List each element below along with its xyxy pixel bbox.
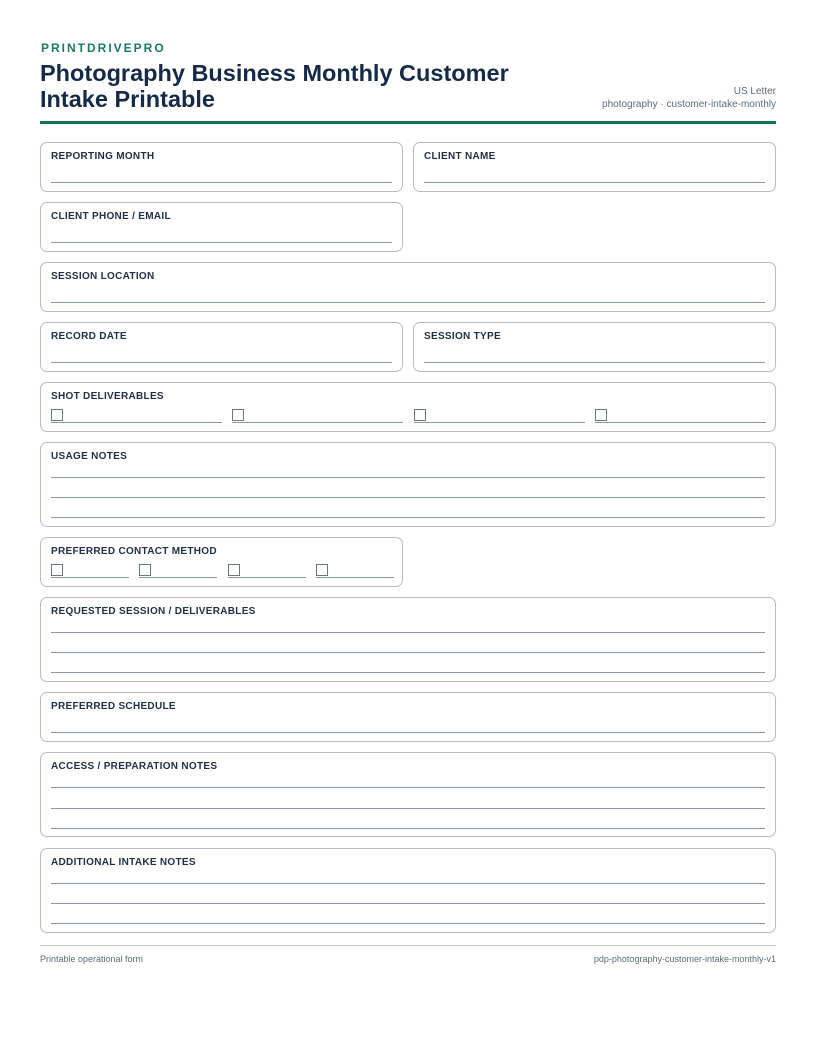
footer-divider <box>40 945 776 946</box>
additional-notes-write-line[interactable] <box>51 923 765 924</box>
record-date-write-line[interactable] <box>51 362 392 363</box>
option-write-line[interactable] <box>316 577 394 578</box>
client-name-write-line[interactable] <box>424 182 765 183</box>
additional-intake-notes-field <box>40 848 776 933</box>
checkbox[interactable] <box>228 564 240 576</box>
option-write-line[interactable] <box>232 422 403 423</box>
paper-size: US Letter <box>733 86 776 97</box>
checkbox[interactable] <box>139 564 151 576</box>
client-name-label: CLIENT NAME <box>424 151 496 162</box>
brand-name: PRINTDRIVEPRO <box>41 41 166 55</box>
record-date-label: RECORD DATE <box>51 331 127 342</box>
document-meta <box>602 85 776 111</box>
access-notes-write-line[interactable] <box>51 828 765 829</box>
requested-session-deliverables-label: REQUESTED SESSION / DELIVERABLES <box>51 606 256 617</box>
usage-notes-field <box>40 442 776 527</box>
client-phone-email-field <box>40 202 403 252</box>
record-date-field <box>40 322 403 372</box>
access-preparation-notes-field <box>40 752 776 837</box>
access-notes-write-line[interactable] <box>51 808 765 809</box>
requested-session-write-line[interactable] <box>51 672 765 673</box>
checkbox[interactable] <box>51 409 63 421</box>
option-write-line[interactable] <box>139 577 217 578</box>
option-write-line[interactable] <box>595 422 766 423</box>
usage-notes-write-line[interactable] <box>51 497 765 498</box>
preferred-schedule-field <box>40 692 776 742</box>
checkbox[interactable] <box>414 409 426 421</box>
contact-method-option <box>139 564 217 578</box>
checkbox[interactable] <box>51 564 63 576</box>
additional-intake-notes-label: ADDITIONAL INTAKE NOTES <box>51 857 196 868</box>
shot-deliverables-label: SHOT DELIVERABLES <box>51 391 164 402</box>
usage-notes-label: USAGE NOTES <box>51 451 128 462</box>
category-path: photography · customer-intake-monthly <box>602 99 776 110</box>
preferred-contact-method-label: PREFERRED CONTACT METHOD <box>51 546 217 557</box>
session-location-label: SESSION LOCATION <box>51 271 155 282</box>
requested-session-deliverables-field <box>40 597 776 682</box>
additional-notes-write-line[interactable] <box>51 883 765 884</box>
access-preparation-notes-label: ACCESS / PREPARATION NOTES <box>51 761 218 772</box>
contact-method-option <box>316 564 394 578</box>
reporting-month-write-line[interactable] <box>51 182 392 183</box>
option-write-line[interactable] <box>51 422 222 423</box>
footer-form-id: pdp-photography-customer-intake-monthly-v1 <box>593 954 776 964</box>
contact-method-option <box>228 564 306 578</box>
checkbox[interactable] <box>595 409 607 421</box>
session-type-field <box>413 322 776 372</box>
footer-form-type: Printable operational form <box>40 954 144 964</box>
access-notes-write-line[interactable] <box>51 787 765 788</box>
client-name-field <box>413 142 776 192</box>
preferred-schedule-label: PREFERRED SCHEDULE <box>51 701 176 712</box>
session-type-label: SESSION TYPE <box>424 331 501 342</box>
page-title: Photography Business Monthly Customer Intake Printable <box>40 60 509 112</box>
contact-method-option <box>51 564 129 578</box>
shot-deliverable-option <box>414 409 585 423</box>
requested-session-write-line[interactable] <box>51 652 765 653</box>
header-divider <box>40 121 776 124</box>
client-phone-email-label: CLIENT PHONE / EMAIL <box>51 211 171 222</box>
reporting-month-field <box>40 142 403 192</box>
checkbox[interactable] <box>232 409 244 421</box>
shot-deliverable-option <box>51 409 222 423</box>
reporting-month-label: REPORTING MONTH <box>51 151 155 162</box>
requested-session-write-line[interactable] <box>51 632 765 633</box>
session-location-write-line[interactable] <box>51 302 765 303</box>
session-type-write-line[interactable] <box>424 362 765 363</box>
client-phone-email-write-line[interactable] <box>51 242 392 243</box>
shot-deliverable-option <box>595 409 766 423</box>
option-write-line[interactable] <box>414 422 585 423</box>
shot-deliverable-option <box>232 409 403 423</box>
usage-notes-write-line[interactable] <box>51 517 765 518</box>
checkbox[interactable] <box>316 564 328 576</box>
additional-notes-write-line[interactable] <box>51 903 765 904</box>
shot-deliverables-field <box>40 382 776 432</box>
option-write-line[interactable] <box>228 577 306 578</box>
session-location-field <box>40 262 776 312</box>
preferred-contact-method-field <box>40 537 403 587</box>
usage-notes-write-line[interactable] <box>51 477 765 478</box>
option-write-line[interactable] <box>51 577 129 578</box>
preferred-schedule-write-line[interactable] <box>51 732 765 733</box>
